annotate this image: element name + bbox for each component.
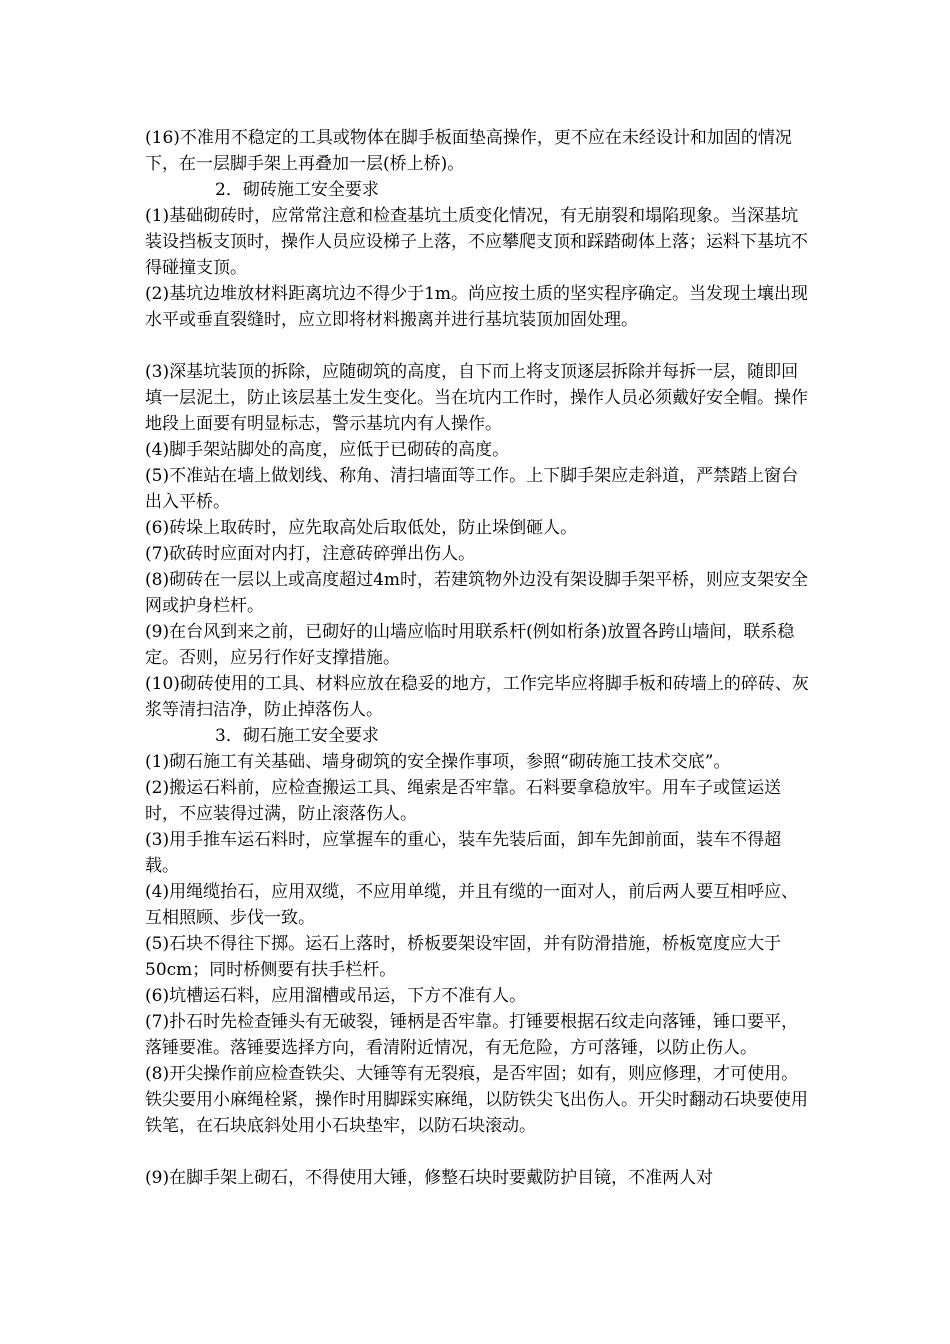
paragraph-gap bbox=[145, 333, 810, 359]
paragraph-brick-1: (1)基础砌砖时，应常常注意和检查基坑土质变化情况，有无崩裂和塌陷现象。当深基坑装设挡板支顶时，操作人员应设梯子上落，不应攀爬支顶和踩踏砌体上落；运料下基坑不得碰撞支顶。 bbox=[145, 206, 808, 278]
paragraph-stone-7: (7)扑石时先检查锤头有无破裂，锤柄是否牢靠。打锤要根据石纹走向落锤，锤口要平，落锤要准。落锤要选择方向，看清附近情况，有无危险，方可落锤，以防止伤人。 bbox=[145, 1012, 799, 1058]
paragraph-stone-4: (4)用绳缆抬石，应用双缆，不应用单缆，并且有缆的一面对人，前后两人要互相呼应、互相照顾、步伐一致。 bbox=[145, 882, 799, 928]
paragraph-brick-2: (2)基坑边堆放材料距离坑边不得少于1m。尚应按土质的坚实程序确定。当发现土壤出现水平或垂直裂缝时，应立即将材料搬离并进行基坑装顶加固处理。 bbox=[145, 284, 809, 330]
paragraph-stone-8: (8)开尖操作前应检查铁尖、大锤等有无裂痕，是否牢固；如有，则应修理，才可使用。铁尖要用小麻绳栓紧，操作时用脚踩实麻绳，以防铁尖飞出伤人。开尖时翻动石块要使用铁笔，在石块底斜处用小石块垫牢，以防石块滚动。 bbox=[145, 1064, 808, 1136]
paragraph-brick-8: (8)砌砖在一层以上或高度超过4m时，若建筑物外边没有架设脚手架平桥，则应支架安全网或护身栏杆。 bbox=[145, 570, 809, 616]
paragraph-stone-9: (9)在脚手架上砌石，不得使用大锤，修整石块时要戴防护目镜，不准两人对 bbox=[145, 1168, 714, 1188]
paragraph-brick-10: (10)砌砖使用的工具、材料应放在稳妥的地方，工作完毕应将脚手板和砖墙上的碎砖、灰浆等清扫洁净，防止掉落伤人。 bbox=[145, 674, 809, 720]
paragraph-gap bbox=[145, 1139, 810, 1165]
paragraph-brick-3: (3)深基坑装顶的拆除，应随砌筑的高度，自下而上将支顶逐层拆除并每拆一层，随即回填一层泥土，防止该层基土发生变化。当在坑内工作时，操作人员必须戴好安全帽。操作地段上面要有明显标志，警示基坑内有人操作。 bbox=[145, 362, 808, 434]
paragraph-stone-3: (3)用手推车运石料时，应掌握车的重心，装车先装后面，卸车先卸前面，装车不得超载。 bbox=[145, 830, 782, 876]
paragraph-stone-1: (1)砌石施工有关基础、墙身砌筑的安全操作事项，参照“砌砖施工技术交底”。 bbox=[145, 752, 731, 772]
paragraph-brick-7: (7)砍砖时应面对内打，注意砖碎弹出伤人。 bbox=[145, 544, 476, 564]
paragraph-stone-2: (2)搬运石料前，应检查搬运工具、绳索是否牢靠。石料要拿稳放牢。用车子或筐运送时，不应装得过满，防止滚落伤人。 bbox=[145, 778, 782, 824]
paragraph-stone-6: (6)坑槽运石料，应用溜槽或吊运，下方不准有人。 bbox=[145, 986, 527, 1006]
section-heading-stone: 3．砌石施工安全要求 bbox=[215, 726, 379, 746]
paragraph-brick-5: (5)不准站在墙上做划线、称角、清扫墙面等工作。上下脚手架应走斜道，严禁踏上窗台出入平桥。 bbox=[145, 466, 799, 512]
paragraph-stone-5: (5)石块不得往下掷。运石上落时，桥板要架设牢固，并有防滑措施，桥板宽度应大于50cm；同时桥侧要有扶手栏杆。 bbox=[145, 934, 782, 980]
paragraph-brick-4: (4)脚手架站脚处的高度，应低于已砌砖的高度。 bbox=[145, 440, 510, 460]
document-page bbox=[145, 125, 810, 1191]
paragraph-brick-6: (6)砖垛上取砖时，应先取高处后取低处，防止垛倒砸人。 bbox=[145, 518, 578, 538]
paragraph-brick-9: (9)在台风到来之前，已砌好的山墙应临时用联系杆(例如桁条)放置各跨山墙间，联系稳定。否则，应另行作好支撑措施。 bbox=[145, 622, 795, 668]
section-heading-brick: 2．砌砖施工安全要求 bbox=[215, 180, 379, 200]
paragraph-scaffold-16: (16)不准用不稳定的工具或物体在脚手板面垫高操作，更不应在未经设计和加固的情况下，在一层脚手架上再叠加一层(桥上桥)。 bbox=[145, 128, 792, 174]
